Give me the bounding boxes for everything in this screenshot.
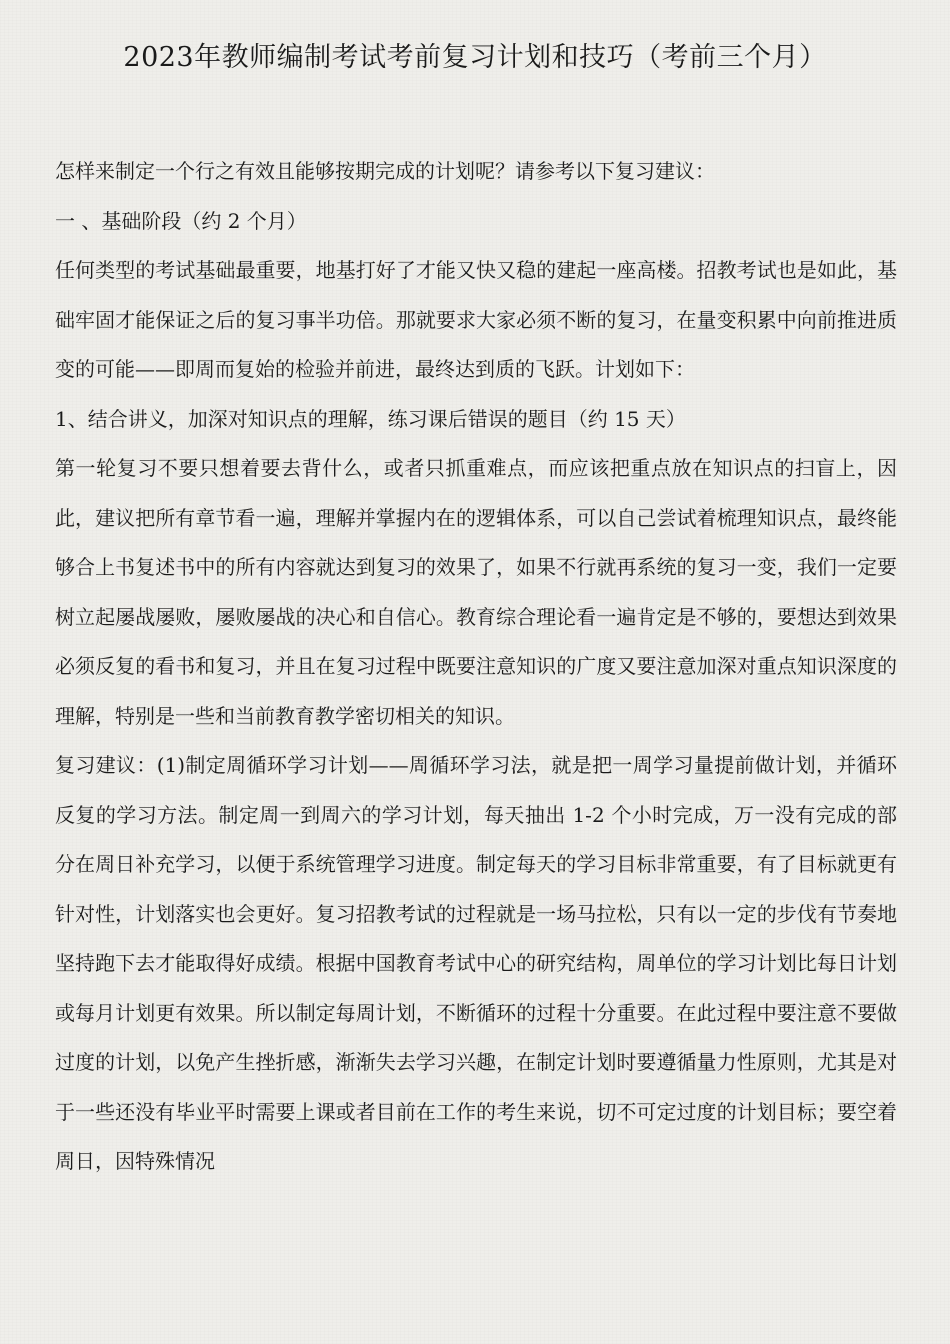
document-body [55, 147, 897, 1187]
intro-paragraph: 怎样来制定一个行之有效且能够按期完成的计划呢？请参考以下复习建议： [55, 159, 715, 183]
body-paragraph: 复习建议：(1)制定周循环学习计划——周循环学习法，就是把一周学习量提前做计划，并循环反复的学习方法。制定周一到周六的学习计划，每天抽出 1-2 个小时完成，万一没有完成的部分在周日补充学习，以便于系统管理学习进度。制定每天的学习目标非常重要，有了目标就更有针对性，计划落实也会更好。复习招教考试的过程就是一场马拉松，只有以一定的步伐有节奏地坚持跑下去才能取得好成绩。根据中国教育考试中心的研究结构，周单位的学习计划比每日计划或每月计划更有效果。所以制定每周计划，不断循环的过程十分重要。在此过程中要注意不要做过度的计划，以免产生挫折感，渐渐失去学习兴趣，在制定计划时要遵循量力性原则，尤其是对于一些还没有毕业平时需要上课或者目前在工作的考生来说，切不可定过度的计划目标；要空着周日，因特殊情况 [55, 753, 897, 1173]
body-paragraph: 任何类型的考试基础最重要，地基打好了才能又快又稳的建起一座高楼。招教考试也是如此，基础牢固才能保证之后的复习事半功倍。那就要求大家必须不断的复习，在量变积累中向前推进质变的可能——即周而复始的检验并前进，最终达到质的飞跃。计划如下： [55, 258, 897, 381]
body-paragraph: 第一轮复习不要只想着要去背什么，或者只抓重难点，而应该把重点放在知识点的扫盲上，因此，建议把所有章节看一遍，理解并掌握内在的逻辑体系，可以自己尝试着梳理知识点，最终能够合上书复述书中的所有内容就达到复习的效果了，如果不行就再系统的复习一变，我们一定要树立起屡战屡败，屡败屡战的决心和自信心。教育综合理论看一遍肯定是不够的，要想达到效果必须反复的看书和复习，并且在复习过程中既要注意知识的广度又要注意加深对重点知识深度的理解，特别是一些和当前教育教学密切相关的知识。 [55, 456, 897, 728]
document-title: 2023年教师编制考试考前复习计划和技巧（考前三个月） [123, 42, 827, 73]
subsection-heading: 1、结合讲义，加深对知识点的理解，练习课后错误的题目（约 15 天） [55, 406, 686, 431]
section-heading: 一 、基础阶段（约 2 个月） [55, 208, 307, 233]
